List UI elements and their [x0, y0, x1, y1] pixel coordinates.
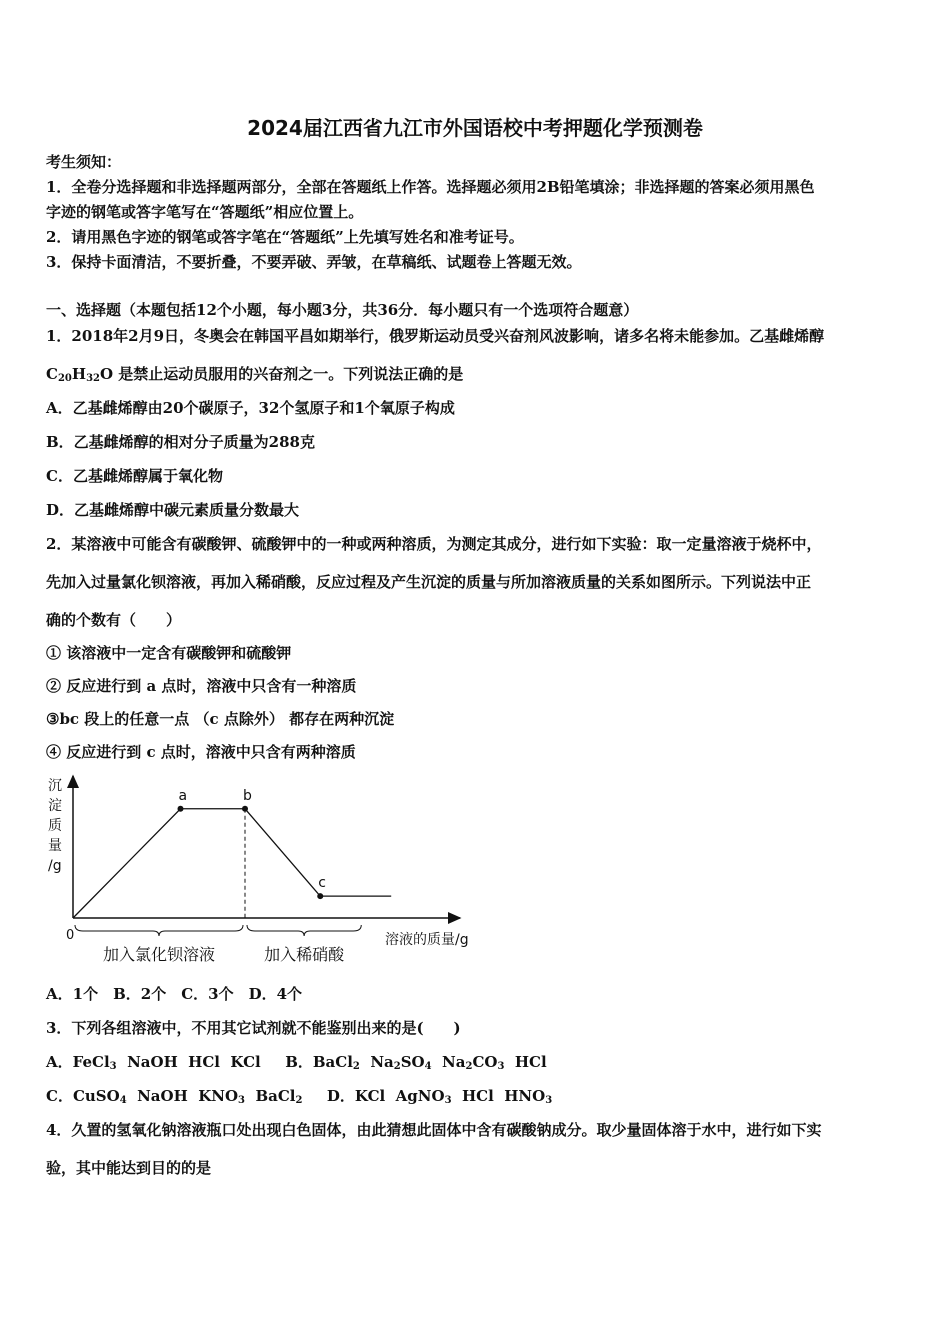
y-axis-label-char: 量: [48, 838, 62, 854]
point-label-a: a: [178, 787, 188, 804]
q2-statement: ③bc 段上的任意一点 （c 点除外） 都存在两种沉淀: [46, 710, 395, 728]
formula-h-count: 32: [86, 373, 100, 384]
point-label-c: c: [318, 875, 326, 892]
notice-item: 字迹的钢笔或答字笔写在“答题纸”相应位置上。: [46, 203, 364, 221]
stage-brace: [247, 925, 361, 936]
point-label-b: b: [243, 787, 252, 804]
formula-c-count: 20: [57, 373, 72, 384]
q1-option-d: D．乙基雌烯醇中碳元素质量分数最大: [46, 501, 300, 519]
q4-stem-line1: 4．久置的氢氧化钠溶液瓶口处出现白色固体，由此猜想此固体中含有碳酸钠成分。取少量固体溶于水中，进行如下实: [46, 1121, 822, 1139]
notice-item: 1．全卷分选择题和非选择题两部分，全部在答题纸上作答。选择题必须用2B铅笔填涂；非选择题的答案必须用黑色: [46, 178, 815, 196]
formula-h: H: [71, 365, 87, 383]
section-heading: 一、选择题（本题包括12个小题，每小题3分，共36分．每小题只有一个选项符合题意）: [46, 301, 639, 319]
q2-statement: ④ 反应进行到 c 点时，溶液中只含有两种溶质: [46, 743, 356, 761]
q2-statement: ① 该溶液中一定含有碳酸钾和硫酸钾: [46, 644, 292, 662]
y-axis-label-char: 质: [48, 818, 62, 834]
notice-heading: 考生须知：: [46, 153, 122, 171]
precipitate-series-line: [73, 809, 391, 918]
q3-option-b: B．BaCl$_2$ $Na_2SO_4$ $Na_2CO_3$ HCl: [285, 1053, 547, 1072]
q4-stem-line2: 验，其中能达到目的的是: [46, 1159, 212, 1177]
q3-option-d: D．KCl AgNO$_3$ HCl $HNO_3$: [326, 1087, 553, 1106]
stage-brace: [75, 925, 243, 936]
point-c: [317, 893, 323, 899]
q3-options-ab: [46, 1052, 547, 1072]
point-b: [242, 806, 248, 812]
formula-o: O: [99, 365, 114, 383]
y-axis-label-char: 沉: [48, 778, 62, 794]
y-axis-label-char: 淀: [48, 798, 62, 814]
q2-stem-line1: 2．某溶液中可能含有碳酸钾、硫酸钾中的一种或两种溶质，为测定其成分，进行如下实验：取一定量溶液于烧杯中，: [46, 535, 822, 553]
q2-stem-line2: 先加入过量氯化钡溶液，再加入稀硝酸，反应过程及产生沉淀的质量与所加溶液质量的关系如图所示。下列说法中正: [46, 573, 812, 591]
notice-item: 3．保持卡面清洁，不要折叠，不要弄破、弄皱，在草稿纸、试题卷上答题无效。: [46, 253, 582, 271]
q1-stem-line2: [46, 364, 463, 384]
origin-label: 0: [66, 928, 75, 943]
q1-option-c: C．乙基雌烯醇属于氧化物: [46, 467, 223, 485]
q1-stem-rest: 是禁止运动员服用的兴奋剂之一。下列说法正确的是: [118, 365, 464, 383]
q1-option-a: A．乙基雌烯醇由20个碳原子，32个氢原子和1个氧原子构成: [46, 399, 455, 417]
point-a: [178, 806, 184, 812]
q2-statement: ② 反应进行到 a 点时，溶液中只含有一种溶质: [46, 677, 357, 695]
q3-option-a: A．FeCl$_3$ NaOH HCl KCl: [46, 1053, 261, 1072]
q1-stem-line1: 1．2018年2月9日，冬奥会在韩国平昌如期举行，俄罗斯运动员受兴奋剂风波影响，诸多名将未能参加。乙基雌烯醇: [46, 327, 825, 345]
q3-options-cd: [46, 1086, 552, 1106]
page-title: 2024届江西省九江市外国语校中考押题化学预测卷: [247, 116, 703, 140]
stage-label: 加入稀硝酸: [264, 945, 345, 964]
notice-item: 2．请用黑色字迹的钢笔或答字笔在“答题纸”上先填写姓名和准考证号。: [46, 228, 524, 246]
q3-option-c: C．CuSO$_4$ NaOH $KNO_3$ BaCl$_2$: [46, 1087, 303, 1106]
x-axis-label: 溶液的质量/g: [385, 932, 469, 948]
precipitate-mass-chart: [40, 768, 490, 968]
formula-c: C: [46, 365, 58, 383]
q2-options: A．1个 B．2个 C．3个 D．4个: [46, 985, 303, 1003]
stage-label: 加入氯化钡溶液: [102, 945, 216, 964]
q1-option-b: B．乙基雌烯醇的相对分子质量为288克: [46, 433, 315, 451]
q2-stem-line3: 确的个数有（ ）: [46, 611, 182, 629]
q3-stem: 3．下列各组溶液中，不用其它试剂就不能鉴别出来的是( ): [46, 1019, 461, 1037]
y-axis-label-char: /g: [48, 858, 62, 874]
